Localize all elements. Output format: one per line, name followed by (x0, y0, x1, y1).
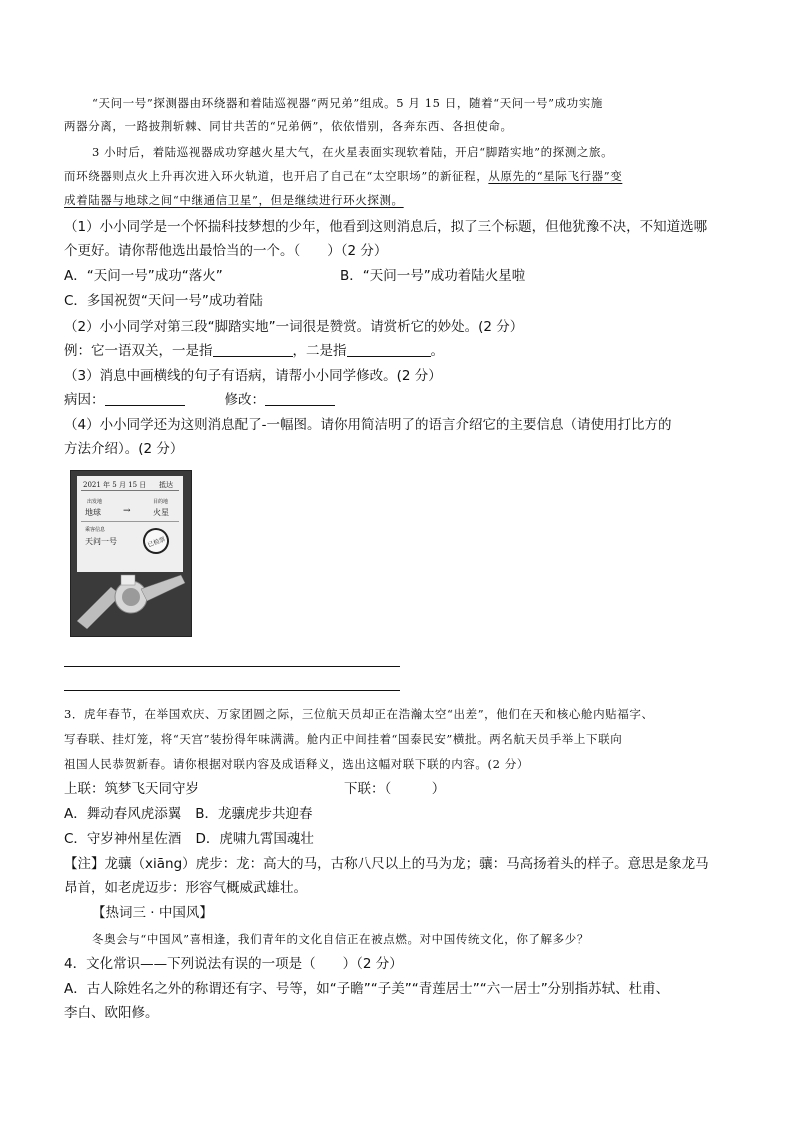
question-2-stem: （2）小小同学对第三段“脚踏实地”一词很是赞赏。请赏析它的妙处。(2 分） (64, 319, 524, 335)
option-d-text: D．虎啸九霄国魂壮 (195, 831, 314, 847)
option-c (64, 830, 314, 848)
question-3-answer (64, 391, 335, 409)
passage-line: 两器分离，一路披荆斩棘、同甘共苦的“兄弟俩”，依依惜别，各奔东西、各担使命。 (64, 119, 513, 133)
passage-line: “天问一号”探测器由环绕器和着陆巡视器“两兄弟”组成。5 月 15 日，随着“天问一号”成功实施 (92, 96, 603, 110)
ticket-arrive: 抵达 (159, 481, 173, 489)
passage-line: 3 小时后，着陆巡视器成功穿越火星大气，在火星表面实现软着陆，开启“脚踏实地”的探测之旅。 (92, 145, 614, 159)
option-c-text: C．守岁神州星佐酒 (64, 831, 182, 847)
cause-blank[interactable] (105, 391, 185, 406)
example-text: 。 (430, 343, 444, 359)
answer-blank[interactable] (213, 342, 293, 357)
answer-line[interactable] (64, 666, 400, 667)
from-value: 地球 (85, 508, 101, 517)
example-text: 例：它一语双关，一是指 (64, 343, 213, 359)
answer-line[interactable] (64, 690, 400, 691)
lower-couplet: 下联：（ ） (344, 781, 446, 797)
section-heading: 【热词三 · 中国风】 (92, 905, 213, 921)
fix-label: 修改： (224, 392, 265, 408)
question-4-stem: （4）小小同学还为这则消息配了-一幅图。请你用简洁明了的语言介绍它的主要信息（请使用打比方的 (64, 417, 672, 433)
question-2-example (64, 342, 444, 360)
spacecraft-icon (71, 471, 191, 636)
passage-text: 而环绕器则点火上升再次进入环火轨道，也开启了自己在“太空职场”的新征程， (64, 169, 489, 183)
fix-blank[interactable] (265, 391, 335, 406)
underlined-sentence: 从原先的“星际飞行器”变 (488, 169, 623, 183)
question-4-title: 4．文化常识——下列说法有误的一项是（ ）（2 分） (64, 956, 403, 972)
option-a: 李白、欧阳修。 (64, 1005, 159, 1021)
option-c: C．多国祝贺“天问一号”成功着陆 (64, 293, 263, 309)
section-intro: 冬奥会与“中国风”喜相逢，我们青年的文化自信正在被点燃。对中国传统文化，你了解多少？ (92, 932, 589, 946)
ticket-date: 2021 年 5 月 15 日 (83, 481, 147, 489)
to-value: 火星 (153, 508, 169, 517)
passage-line (64, 167, 622, 185)
question-3-stem: （3）消息中画横线的句子有语病，请帮小小同学修改。(2 分） (64, 368, 442, 384)
question-4-stem: 方法介绍）。(2 分） (64, 441, 184, 457)
option-b: B．“天问一号”成功着陆火星啦 (340, 268, 526, 284)
option-a (64, 805, 313, 823)
upper-couplet: 上联：筑梦飞天同守岁 (64, 781, 199, 797)
cause-label: 病因： (64, 392, 105, 408)
ticket-image (70, 470, 192, 637)
answer-blank[interactable] (347, 342, 431, 357)
stamp-text: 已检票 (146, 535, 166, 549)
note: 【注】龙骧（xiāng）虎步：龙：高大的马，古称八尺以上的马为龙；骧：马高扬着头的样子。意思是象龙马 (64, 856, 709, 872)
option-a-text: A．舞动春风虎添翼 (64, 806, 182, 822)
passage-text: 祖国人民恭贺新春。请你根据对联内容及成语释义，选出这幅对联下联的内容。(2 分） (64, 757, 529, 771)
question-1-stem: 个更好。请你帮他选出最恰当的一个。（ ）（2 分） (64, 243, 388, 259)
question-3-passage (64, 755, 529, 773)
option-b-text: B．龙骧虎步共迎春 (195, 806, 313, 822)
passenger-label: 乘客信息 (85, 527, 106, 533)
arrow-icon: → (123, 506, 131, 516)
passenger-value: 天问一号 (85, 537, 117, 546)
underlined-sentence: 成着陆器与地球之间“中继通信卫星”，但是继续进行环火探测。 (64, 193, 404, 207)
example-text: ，二是指 (292, 343, 347, 359)
to-label: 目的地 (153, 499, 169, 505)
from-label: 出发地 (87, 499, 103, 505)
question-3-passage: 写春联、挂灯笼，将“天宫”装扮得年味满满。舱内正中间挂着“国泰民安”横批。两名航天员手举上下联向 (64, 732, 623, 746)
note: 昂首，如老虎迈步：形容气概威武雄壮。 (64, 880, 307, 896)
question-1-stem: （1）小小同学是一个怀揣科技梦想的少年，他看到这则消息后，拟了三个标题，但他犹豫不决，不知道选哪 (64, 219, 708, 235)
option-a: A．“天问一号”成功“落火” (64, 268, 223, 284)
question-3-passage: 3．虎年春节，在举国欢庆、万家团圆之际，三位航天员却正在浩瀚太空“出差”，他们在天和核心舱内贴福字、 (64, 707, 654, 721)
option-a: A．古人除姓名之外的称谓还有字、号等，如“子瞻”“子美”“青莲居士”“六一居士”分别指苏轼、杜甫、 (64, 981, 670, 997)
